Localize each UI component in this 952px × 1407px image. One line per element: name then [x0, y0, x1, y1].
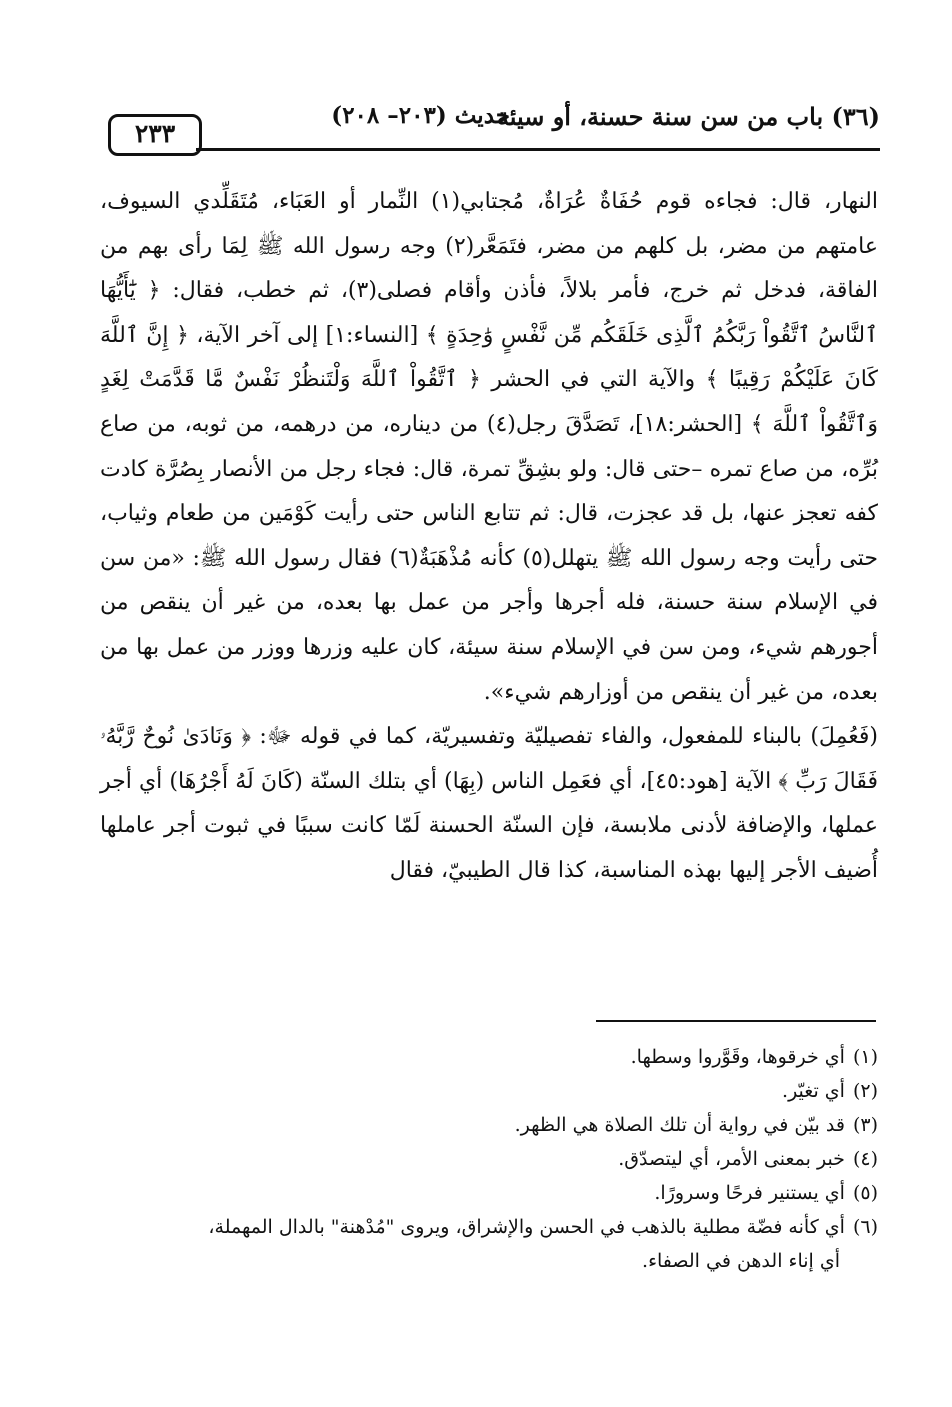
running-header: [100, 96, 880, 152]
footnote-6: [100, 1210, 878, 1244]
header-rule: [196, 148, 880, 151]
page-number: ٢٣٣: [108, 114, 202, 156]
footnote-text: خبر بمعنى الأمر، أي ليتصدّق.: [618, 1148, 845, 1170]
footnote-text: أي خرقوها، وقَوَّروا وسطها.: [630, 1046, 845, 1068]
footnote-separator: [596, 1020, 876, 1022]
footnote-text: أي يستنير فرحًا وسرورًا.: [654, 1182, 845, 1204]
footnote-number: (٥): [852, 1182, 878, 1204]
footnote-5: [100, 1176, 878, 1210]
footnotes: [100, 1040, 878, 1278]
footnote-4: [100, 1142, 878, 1176]
footnote-text: أي تغيّر.: [782, 1080, 845, 1102]
main-text: [100, 180, 878, 894]
footnote-3: [100, 1108, 878, 1142]
hadith-range: حديث (٢٠٣– ٢٠٨): [331, 102, 510, 129]
footnote-1: [100, 1040, 878, 1074]
footnote-number: (٣): [852, 1114, 878, 1136]
footnote-text: قد بيّن في رواية أن تلك الصلاة هي الظهر.: [514, 1114, 845, 1136]
footnote-number: (٦): [852, 1216, 878, 1238]
hadith-paragraph: النهار، قال: فجاءه قوم حُفَاةٌ عُرَاةٌ، مُجتابي(١) النِّمار أو العَبَاء، مُتَقَلِّدي السيوف، عامتهم من مضر، بل كلهم من مضر، فتَمَعَّر(٢) وجه رسول الله ﷺ لِمَا رأى بهم من الفاقة، فدخل ثم خرج، فأمر بلالاً، فأذن وأقام فصلى(٣)، ثم خطب، فقال: ﴿ يَٰٓأَيُّهَا ٱلنَّاسُ ٱتَّقُواْ رَبَّكُمُ ٱلَّذِى خَلَقَكُم مِّن نَّفْسٍ وَٰحِدَةٍ ﴾ [النساء:١] إلى آخر الآية، ﴿ إِنَّ ٱللَّهَ كَانَ عَلَيْكُمْ رَقِيبًا ﴾ والآية التي في الحشر ﴿ ٱتَّقُواْ ٱللَّهَ وَلْتَنظُرْ نَفْسٌ مَّا قَدَّمَتْ لِغَدٍ وَٱتَّقُواْ ٱللَّهَ ﴾ [الحشر:١٨]، تَصَدَّقَ رجل(٤) من ديناره، من درهمه، من ثوبه، من صاع بُرِّه، من صاع تمره –حتى قال: ولو بشِقِّ تمرة، قال: فجاء رجل من الأنصار بِصُرَّة كادت كفه تعجز عنها، بل قد عجزت، قال: ثم تتابع الناس حتى رأيت كَوْمَين من طعام وثياب، حتى رأيت وجه رسول الله ﷺ يتهلل(٥) كأنه مُذْهَبَةٌ(٦) فقال رسول الله ﷺ: «من سن في الإسلام سنة حسنة، فله أجرها وأجر من عمل بها بعده، من غير أن ينقص من أجورهم شيء، ومن سن في الإسلام سنة سيئة، كان عليه وزرها ووزر من عمل بها من بعده، من غير أن ينقص من أوزارهم شيء».: [100, 189, 878, 705]
footnote-text: أي كأنه فضّة مطلية بالذهب في الحسن والإشراق، ويروى "مُدْهنة" بالدال المهملة،: [208, 1216, 845, 1238]
chapter-title: (٣٦) باب من سن سنة حسنة، أو سيئة: [496, 102, 880, 131]
footnote-number: (٢): [852, 1080, 878, 1102]
footnote-number: (٤): [852, 1148, 878, 1170]
footnote-6-continuation: أي إناء الدهن في الصفاء.: [642, 1250, 840, 1272]
footnote-number: (١): [852, 1046, 878, 1068]
commentary-paragraph: (فَعُمِلَ) بالبناء للمفعول، والفاء تفصيليّة وتفسيريّة، كما في قوله ﷻ: ﴿ وَنَادَىٰ نُوحٌ رَّبَّهُۥ فَقَالَ رَبِّ ﴾ الآية [هود:٤٥]، أي فعَمِل الناس (بِهَا) أي بتلك السنّة (كَانَ لَهُ أَجْرُهَا) أي أجر عملها، والإضافة لأدنى ملابسة، فإن السنّة الحسنة لَمّا كانت سببًا في ثبوت أجر عاملها أُضيف الأجر إليها بهذه المناسبة، كذا قال الطيبيّ، فقال: [100, 724, 878, 883]
footnote-2: [100, 1074, 878, 1108]
